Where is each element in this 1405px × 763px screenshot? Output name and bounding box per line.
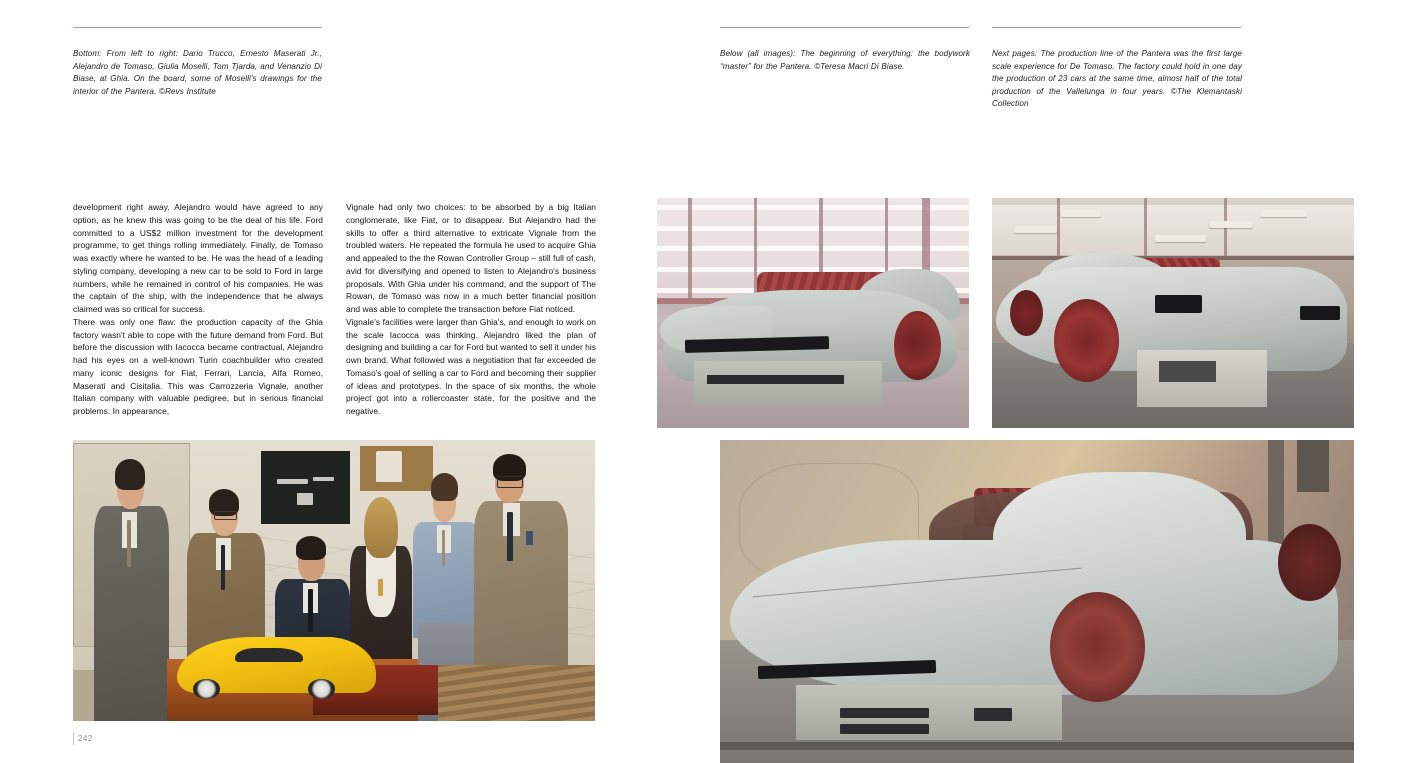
window-mullion xyxy=(1057,198,1060,260)
hair xyxy=(115,459,145,489)
model-rear-wheel xyxy=(308,679,335,699)
fluorescent-light xyxy=(1014,226,1057,233)
pendant xyxy=(378,579,383,596)
chalk-mark xyxy=(297,493,313,504)
eyeglasses xyxy=(214,511,237,520)
tail-light-slot xyxy=(1300,306,1340,320)
fluorescent-light xyxy=(1155,235,1206,242)
plinth-slot xyxy=(1159,361,1217,382)
body-paragraph: Vignale's facilities were larger than Ghia's, and enough to work on the scale Iacocca was thinking. Alejandro liked the plan of designing and building a car for Ford but wanted to sell it under his own brand. What followed was a negotiation that far exceeded de Tomaso's goal of selling a car to Ford and becoming their supplier of ideas and prototypes. In the space of six months, the whole project got into a rollercoaster state, for the positive and the negative. xyxy=(346,316,596,416)
caption-rule-right xyxy=(992,27,1241,28)
red-wheel-former xyxy=(1050,592,1145,702)
table-edge xyxy=(720,742,1354,750)
support-plinth xyxy=(796,685,1062,740)
fluorescent-light xyxy=(1209,221,1252,228)
fluorescent-light xyxy=(1061,210,1101,217)
fluorescent-light xyxy=(1260,210,1307,217)
red-wheel-former xyxy=(1054,299,1119,382)
seat-sketch xyxy=(376,451,402,482)
rear-vent-slot xyxy=(1155,295,1202,313)
hair xyxy=(296,536,326,560)
caption-bodywork-master: Below (all images): The beginning of everything: the bodywork “master” for the Pantera. ©Teresa Macri Di Biase. xyxy=(720,49,970,71)
perforated-panel xyxy=(1297,440,1329,492)
timber-planks xyxy=(438,665,595,721)
necktie xyxy=(127,520,131,567)
plinth-slot xyxy=(974,708,1012,721)
necktie xyxy=(442,530,446,566)
plinth-slot xyxy=(840,724,929,734)
photo-team-with-model xyxy=(73,440,595,721)
window-mullion xyxy=(1224,198,1227,260)
chalk-mark xyxy=(277,479,308,483)
caption-next-pages: Next pages: The production line of the Pantera was the first large scale experience for De Tomaso. The factory could hold in one day the production of 23 cars at the same time, almost half of the total production of the Vallelunga in four years. ©The Klemantaski Collection xyxy=(992,49,1242,109)
hair xyxy=(364,497,398,558)
window-mullion xyxy=(1144,198,1147,260)
pocket-square xyxy=(526,531,533,545)
page-number: 242 xyxy=(78,734,93,743)
necktie xyxy=(221,545,225,590)
body-column-one xyxy=(73,201,323,418)
model-front-wheel xyxy=(193,679,220,699)
caption-board-meeting: Bottom: From left to right: Dario Trucco, Ernesto Maserati Jr., Alejandro de Tomaso, Giulia Moselli, Tom Tjarda, and Venanzio Di Biase, at Ghia. On the board, some of Moselli's drawings for the interior of the Pantera. ©Revs Institute xyxy=(73,49,322,96)
plinth-slot xyxy=(840,708,929,718)
hair xyxy=(431,473,458,501)
caption-rule-left xyxy=(73,27,322,28)
body-paragraph: development right away. Alejandro would have agreed to any option, as he knew this was going to be the deal of his life. Ford committed to a US$2 million investment for the development programme, to get things rolling immediately. Finally, de Tomaso was exactly where he wanted to be. He was the head of a leading styling company, developing a new car to be sold to Ford in large numbers, while he remained in control of his companies. He was the captain of the ship, with the independence that he always claimed was so critical for success. xyxy=(73,202,323,314)
window-mullion xyxy=(688,198,691,302)
chalkboard xyxy=(261,451,350,524)
eyeglasses xyxy=(497,476,523,488)
model-greenhouse xyxy=(235,648,303,662)
necktie xyxy=(507,512,512,562)
person-dario-trucco xyxy=(89,446,178,721)
necktie xyxy=(308,589,313,632)
photo-master-large xyxy=(720,440,1354,763)
body-paragraph: There was only one flaw: the production capacity of the Ghia factory wasn't able to cope with the future demand from Ford. But before the discussion with Iacocca became contractual, Alejandro had his eyes on a well-known Turin coachbuilder who created many iconic designs for Fiat, Ferrari, Lancia, Alfa Romeo, Maserati and Cisitalia. This was Carrozzeria Vignale, another Italian company with valuable pedigree, but in serious financial problems. In appearance, xyxy=(73,316,323,416)
body-paragraph: Vignale had only two choices: to be absorbed by a big Italian conglomerate, like Fiat, or to disappear. But Alejandro had the skills to offer a third alternative to extricate Vignale from the troubled waters. He repeated the formula he used to acquire Ghia and appealed to the the Rowan Controller Group – still full of cash, avid for diversifying and opened to listen to Alejandro's business proposals. With Ghia under his command, and the support of The Rowan, de Tomaso was now in a much better financial position and was able to complete the transaction before Fiat noticed. xyxy=(346,202,596,314)
photo-front-three-quarter xyxy=(657,198,969,428)
red-wheel-former xyxy=(894,311,941,380)
red-wheel-former-front xyxy=(1010,290,1043,336)
photo-rear-three-quarter xyxy=(992,198,1354,428)
body-column-two xyxy=(346,201,596,418)
chalk-mark xyxy=(313,477,334,481)
caption-rule-center xyxy=(720,27,969,28)
folio-tick xyxy=(73,733,74,745)
plinth-slot xyxy=(707,375,844,384)
